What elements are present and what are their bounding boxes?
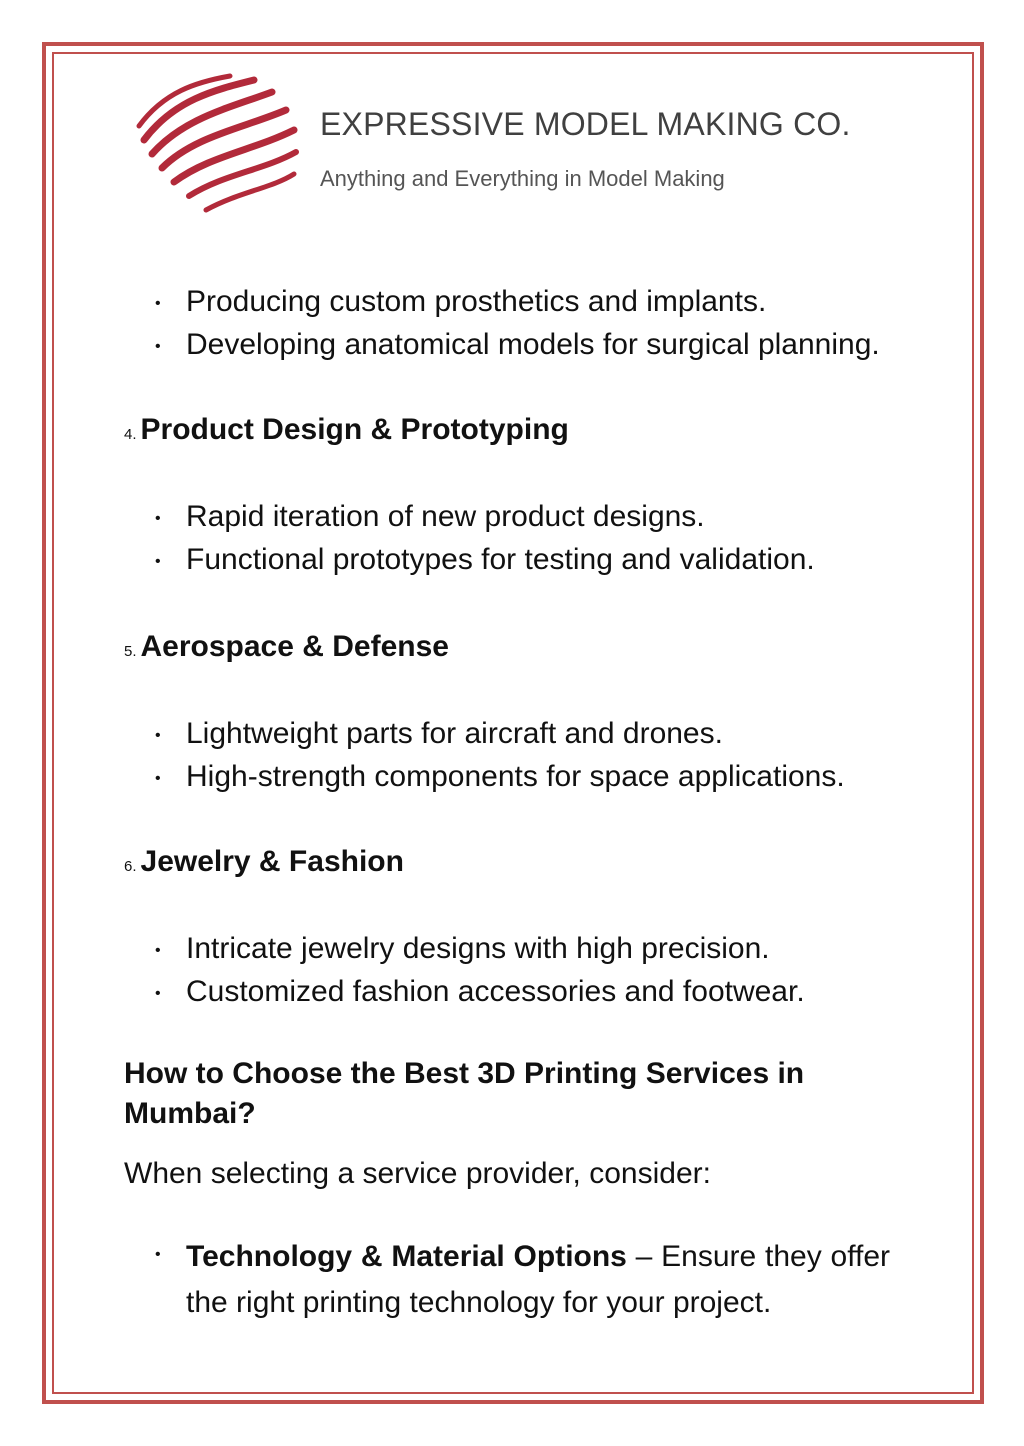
list-item: • Technology & Material Options – Ensure they offer the right printing technology for your project. xyxy=(124,1234,890,1326)
document-body xyxy=(124,283,902,1331)
list-item: • Producing custom prosthetics and implants. xyxy=(124,283,902,321)
red-swirl-logo-icon xyxy=(134,70,304,220)
intro-paragraph: When selecting a service provider, consider: xyxy=(124,1157,711,1190)
bullet-icon: • xyxy=(155,295,161,312)
bullet-icon: • xyxy=(155,553,161,570)
bullet-icon: • xyxy=(155,770,161,787)
company-logo xyxy=(134,70,914,220)
medical-bullet-list xyxy=(124,283,902,364)
list-item: • High-strength components for space applications. xyxy=(124,758,902,796)
bullet-icon: • xyxy=(155,510,161,527)
bullet-icon: • xyxy=(155,338,161,355)
product-design-bullet-list xyxy=(124,498,902,579)
bullet-icon: • xyxy=(155,985,161,1002)
section-heading-jewelry: 6. Jewelry & Fashion xyxy=(124,845,404,878)
bullet-icon: • xyxy=(155,1246,161,1263)
list-item: • Lightweight parts for aircraft and drones. xyxy=(124,715,902,753)
aerospace-bullet-list xyxy=(124,715,902,796)
bullet-icon: • xyxy=(155,942,161,959)
company-name: EXPRESSIVE MODEL MAKING CO. xyxy=(320,106,851,142)
section-heading-choose: How to Choose the Best 3D Printing Services in Mumbai? xyxy=(124,1057,805,1130)
company-tagline: Anything and Everything in Model Making xyxy=(320,166,725,191)
section-heading-aerospace: 5. Aerospace & Defense xyxy=(124,630,449,663)
list-item: • Functional prototypes for testing and validation. xyxy=(124,541,902,579)
list-item: • Developing anatomical models for surgical planning. xyxy=(124,326,902,364)
list-item: • Customized fashion accessories and footwear. xyxy=(124,973,902,1011)
bullet-icon: • xyxy=(155,727,161,744)
choose-bullet-list xyxy=(124,1234,890,1326)
list-item: • Intricate jewelry designs with high precision. xyxy=(124,930,902,968)
section-heading-product-design: 4. Product Design & Prototyping xyxy=(124,413,569,446)
jewelry-bullet-list xyxy=(124,930,902,1011)
list-item: • Rapid iteration of new product designs. xyxy=(124,498,902,536)
